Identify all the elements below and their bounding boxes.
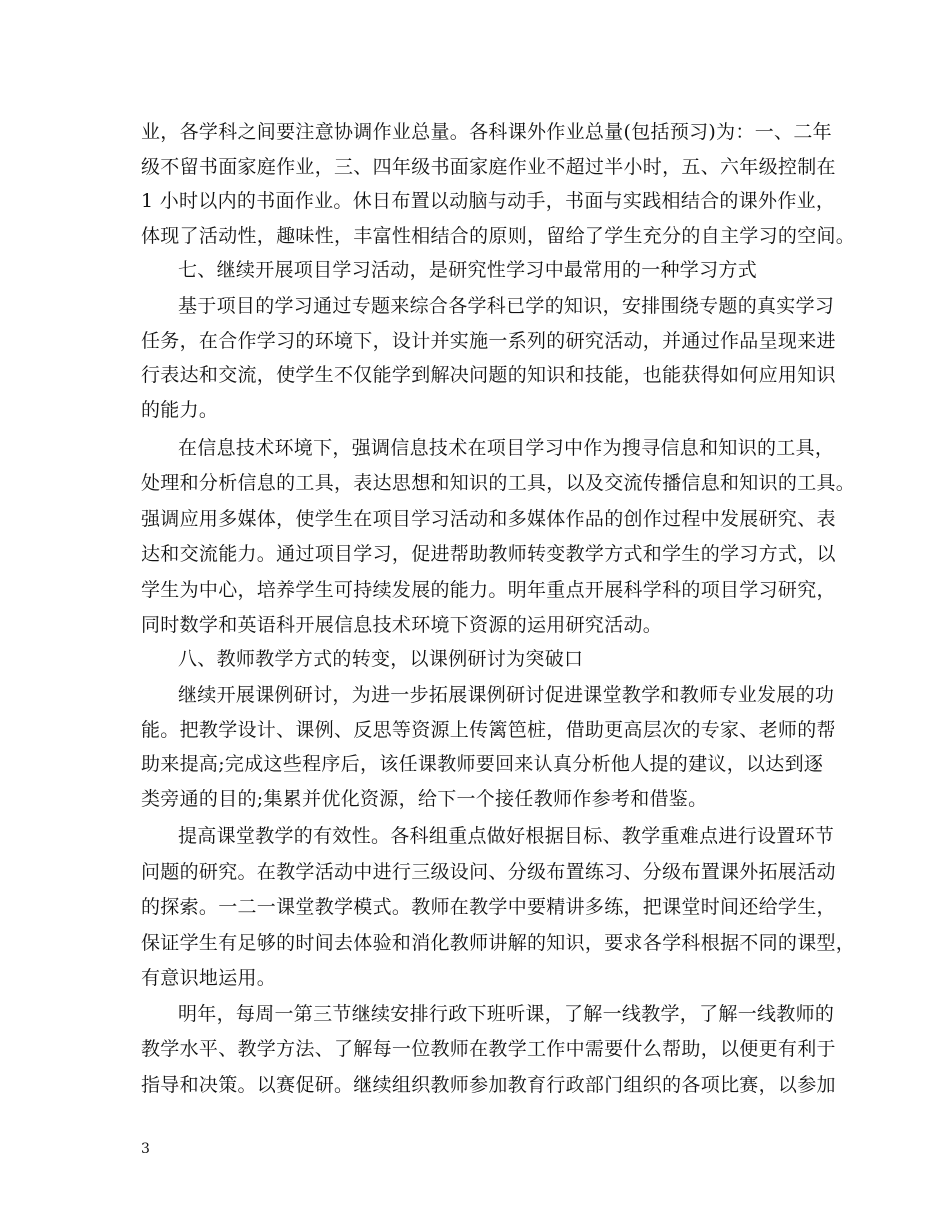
text-line: 提高课堂教学的有效性。各科组重点做好根据目标、教学重难点进行设置环节 xyxy=(178,825,835,847)
text-line: 问题的研究。在教学活动中进行三级设问、分级布置练习、分级布置课外拓展活动 xyxy=(141,861,836,883)
text-line: 的探索。一二一课堂教学模式。教师在教学中要精讲多练，把课堂时间还给学生， xyxy=(141,896,836,918)
text-line: 明年，每周一第三节继续安排行政下班听课，了解一线教学，了解一线教师的 xyxy=(178,1003,835,1025)
text-line: 业，各学科之间要注意协调作业总量。各科课外作业总量(包括预习)为：一、二年 xyxy=(141,121,832,143)
text-line: 有意识地运用。 xyxy=(141,967,277,989)
text-line: 同时数学和英语科开展信息技术环境下资源的运用研究活动。 xyxy=(141,614,663,636)
text-line: 继续开展课例研讨，为进一步拓展课例研讨促进课堂教学和教师专业发展的功 xyxy=(178,684,835,706)
text-line: 的能力。 xyxy=(141,399,219,421)
text-line: 保证学生有足够的时间去体验和消化教师讲解的知识，要求各学科根据不同的课型， xyxy=(141,932,856,954)
text-line: 体现了活动性，趣味性，丰富性相结合的原则，留给了学生充分的自主学习的空间。 xyxy=(141,225,856,247)
text-line: 教学水平、教学方法、了解每一位教师在教学工作中需要什么帮助，以便更有利于 xyxy=(141,1038,836,1060)
section-heading: 八、教师教学方式的转变，以课例研讨为突破口 xyxy=(178,648,584,670)
text-line: 指导和决策。以赛促研。继续组织教师参加教育行政部门组织的各项比赛，以参加 xyxy=(141,1074,836,1096)
text-line: 强调应用多媒体，使学生在项目学习活动和多媒体作品的创作过程中发展研究、表 xyxy=(141,508,836,530)
page-number: 3 xyxy=(141,1141,150,1157)
text-line: 类旁通的目的;集累并优化资源，给下一个接任教师作参考和借鉴。 xyxy=(141,788,708,810)
text-line: 学生为中心，培养学生可持续发展的能力。明年重点开展科学科的项目学习研究， xyxy=(141,579,836,601)
text-line: 助来提高;完成这些程序后，该任课教师要回来认真分析他人提的建议，以达到逐 xyxy=(141,753,824,775)
text-line: 能。把教学设计、课例、反思等资源上传篱笆桩，借助更高层次的专家、老师的帮 xyxy=(141,719,836,741)
text-line: 行表达和交流，使学生不仅能学到解决问题的知识和技能，也能获得如何应用知识 xyxy=(141,364,836,386)
text-line: 1 小时以内的书面作业。休日布置以动脑与动手，书面与实践相结合的课外作业， xyxy=(141,190,836,212)
text-line: 基于项目的学习通过专题来综合各学科已学的知识，安排围绕专题的真实学习 xyxy=(178,295,835,317)
text-line: 级不留书面家庭作业，三、四年级书面家庭作业不超过半小时，五、六年级控制在 xyxy=(141,156,836,178)
text-line: 处理和分析信息的工具，表达思想和知识的工具，以及交流传播信息和知识的工具。 xyxy=(141,472,856,494)
section-heading: 七、继续开展项目学习活动，是研究性学习中最常用的一种学习方式 xyxy=(178,259,758,281)
text-line: 任务，在合作学习的环境下，设计并实施一系列的研究活动，并通过作品呈现来进 xyxy=(141,330,836,352)
text-line: 达和交流能力。通过项目学习，促进帮助教师转变教学方式和学生的学习方式，以 xyxy=(141,543,836,565)
text-line: 在信息技术环境下，强调信息技术在项目学习中作为搜寻信息和知识的工具， xyxy=(178,437,835,459)
